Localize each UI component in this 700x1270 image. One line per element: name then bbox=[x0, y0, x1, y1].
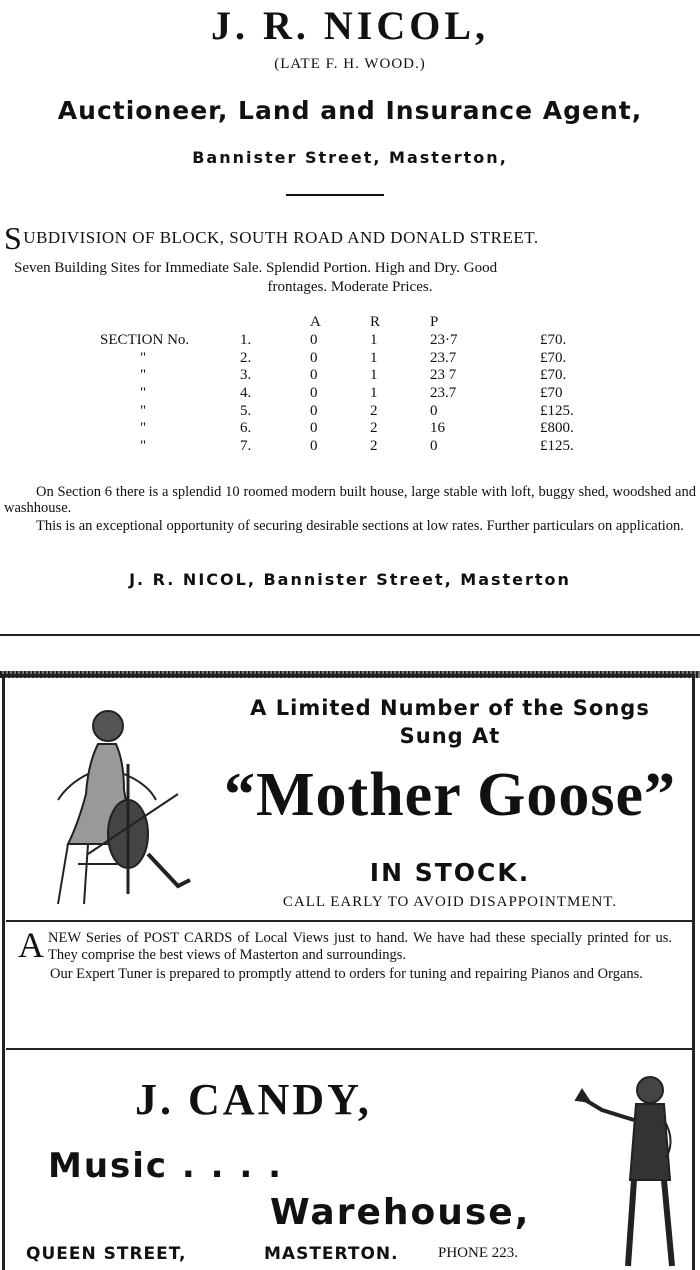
perches: 0 bbox=[430, 402, 438, 419]
section-divider bbox=[6, 920, 692, 922]
acres: 0 bbox=[310, 367, 318, 384]
drop-cap-s: S bbox=[4, 220, 23, 256]
post-cards-notice bbox=[18, 925, 672, 983]
section-label: " bbox=[140, 349, 147, 366]
acres: 0 bbox=[310, 402, 318, 419]
price: £70 bbox=[540, 385, 563, 402]
acres: 0 bbox=[310, 438, 318, 455]
acres: 0 bbox=[310, 349, 318, 366]
table-row bbox=[100, 420, 600, 438]
section-number: 7. bbox=[240, 438, 252, 455]
short-divider bbox=[286, 194, 384, 196]
late-wood-line: (LATE F. H. WOOD.) bbox=[274, 56, 426, 72]
call-early-text: CALL EARLY TO AVOID DISAPPOINTMENT. bbox=[282, 894, 618, 910]
table-header-p: P bbox=[430, 314, 439, 331]
cellist-illustration bbox=[28, 704, 198, 912]
advert-divider bbox=[0, 634, 700, 636]
table-row bbox=[100, 385, 600, 403]
acres: 0 bbox=[310, 385, 318, 402]
section-number: 1. bbox=[240, 332, 252, 349]
section-label: " bbox=[140, 438, 147, 455]
table-row bbox=[100, 438, 600, 456]
acres: 0 bbox=[310, 420, 318, 437]
roods: 1 bbox=[370, 367, 378, 384]
table-row bbox=[100, 402, 600, 420]
table-header bbox=[540, 314, 600, 332]
sale-line-2: frontages. Moderate Prices. bbox=[267, 279, 433, 295]
section-number: 6. bbox=[240, 420, 252, 437]
candy-name: J. CANDY, bbox=[135, 1075, 372, 1124]
agent-heading: Auctioneer, Land and Insurance Agent, bbox=[57, 96, 643, 125]
perches: 23 7 bbox=[430, 367, 457, 384]
section-number: 5. bbox=[240, 402, 252, 419]
trumpeter-illustration bbox=[572, 1070, 692, 1270]
section-label: " bbox=[140, 385, 147, 402]
queen-street-text: QUEEN STREET, bbox=[26, 1244, 187, 1264]
acres: 0 bbox=[310, 332, 318, 349]
perches: 0 bbox=[430, 438, 438, 455]
roods: 1 bbox=[370, 332, 378, 349]
limited-songs-heading: A Limited Number of the Songs Sung At bbox=[250, 696, 650, 748]
table-header bbox=[240, 314, 310, 332]
nicol-address: Bannister Street, Masterton, bbox=[192, 148, 508, 167]
table-header-r: R bbox=[370, 314, 381, 331]
price: £70. bbox=[540, 349, 567, 366]
table-row bbox=[100, 332, 600, 350]
in-stock-text: IN STOCK. bbox=[369, 858, 531, 887]
sale-line-1: Seven Building Sites for Immediate Sale. Splendid Portion. High and Dry. Good bbox=[14, 260, 498, 276]
table-row bbox=[100, 367, 600, 385]
post-cards-text: NEW Series of POST CARDS of Local Views just to hand. We have had these specially printed for us. They comprise the best views of Masterton and surroundings. bbox=[48, 930, 672, 963]
roods: 2 bbox=[370, 402, 378, 419]
table-header bbox=[100, 314, 240, 332]
music-text: Music . . . . bbox=[48, 1146, 284, 1186]
price: £125. bbox=[540, 438, 574, 455]
roods: 2 bbox=[370, 420, 378, 437]
table-header-a: A bbox=[310, 314, 321, 331]
price: £800. bbox=[540, 420, 574, 437]
subdivision-heading bbox=[4, 220, 539, 257]
masterton-text: MASTERTON. bbox=[264, 1244, 399, 1264]
price: £125. bbox=[540, 402, 574, 419]
table-row bbox=[100, 349, 600, 367]
nicol-signature: J. R. NICOL, Bannister Street, Masterton bbox=[129, 570, 571, 589]
table-header-row bbox=[100, 314, 600, 332]
phone-text: PHONE 223. bbox=[438, 1245, 519, 1261]
drop-cap-a: A bbox=[18, 925, 44, 965]
section-number: 4. bbox=[240, 385, 252, 402]
roods: 1 bbox=[370, 349, 378, 366]
tuner-paragraph: Our Expert Tuner is prepared to promptly attend to orders for tuning and repairing Pianos and Organs. bbox=[50, 966, 643, 982]
nicol-title: J. R. NICOL, bbox=[210, 3, 490, 48]
section-label: " bbox=[140, 402, 147, 419]
section-label: " bbox=[140, 367, 147, 384]
section-number: 3. bbox=[240, 367, 252, 384]
price: £70. bbox=[540, 332, 567, 349]
perches: 16 bbox=[430, 420, 445, 437]
perches: 23.7 bbox=[430, 385, 457, 402]
subdivision-text: UBDIVISION OF BLOCK, SOUTH ROAD AND DONALD STREET. bbox=[23, 228, 539, 247]
section-label: " bbox=[140, 420, 147, 437]
roods: 1 bbox=[370, 385, 378, 402]
section-6-paragraph: On Section 6 there is a splendid 10 roomed modern built house, large stable with loft, buggy shed, woodshed and washhouse. bbox=[4, 484, 696, 516]
mother-goose-title: “Mother Goose” bbox=[224, 761, 676, 829]
section-divider bbox=[6, 1048, 692, 1050]
opportunity-paragraph: This is an exceptional opportunity of securing desirable sections at low rates. Further particulars on application. bbox=[36, 518, 684, 534]
price: £70. bbox=[540, 367, 567, 384]
section-number: 2. bbox=[240, 349, 252, 366]
perches: 23·7 bbox=[430, 332, 458, 349]
warehouse-text: Warehouse, bbox=[270, 1192, 531, 1233]
perches: 23.7 bbox=[430, 349, 457, 366]
roods: 2 bbox=[370, 438, 378, 455]
sections-table bbox=[100, 314, 600, 456]
section-label: SECTION No. bbox=[100, 332, 190, 349]
